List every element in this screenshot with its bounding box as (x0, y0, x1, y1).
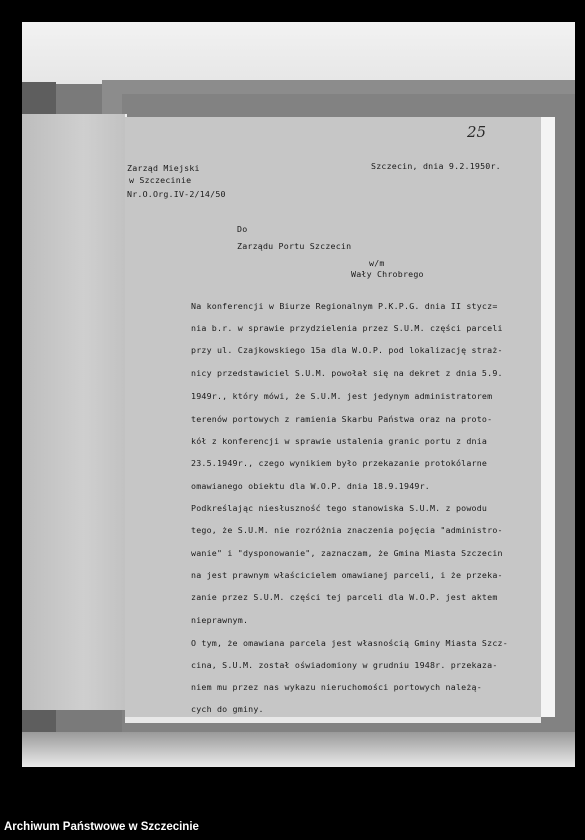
body-line: O tym, że omawiana parcela jest własnością Gminy Miasta Szcz- (191, 638, 508, 648)
body-line: 1949r., który mówi, że S.U.M. jest jedynym administratorem (191, 391, 493, 401)
body-line: cina, S.U.M. został oświadomiony w grudniu 1948r. przekaza- (191, 660, 498, 670)
body-line: omawianego obiektu dla W.O.P. dnia 18.9.1949r. (191, 481, 430, 491)
body-line: nieprawnym. (191, 615, 249, 625)
addressee-line: Wały Chrobrego (351, 269, 424, 279)
body-line: nia b.r. w sprawie przydzielenia przez S.U.M. części parceli (191, 323, 503, 333)
body-line: kół z konferencji w sprawie ustalenia granic portu z dnia (191, 436, 488, 446)
addressee-line: Zarządu Portu Szczecin (237, 241, 352, 251)
folder-cover (22, 114, 127, 710)
body-line: Podkreślając niesłuszność tego stanowiska S.U.M. z powodu (191, 503, 488, 513)
body-line: wanie" i "dysponowanie", zaznaczam, że Gmina Miasta Szczecin (191, 548, 503, 558)
body-line: na jest prawnym właścicielem omawianej parceli, i że przeka- (191, 570, 503, 580)
sender-line: Zarząd Miejski (127, 163, 200, 173)
archive-footer (0, 805, 585, 840)
reference-number: Nr.O.Org.IV-2/14/50 (127, 189, 226, 199)
document-sheet (125, 117, 541, 717)
archive-name: Archiwum Państwowe w Szczecinie (4, 821, 199, 833)
scan-area (22, 22, 575, 767)
place-date: Szczecin, dnia 9.2.1950r. (371, 161, 501, 171)
sender-line: w Szczecinie (129, 175, 192, 185)
addressee-line: w/m (369, 258, 385, 268)
body-line: nicy przedstawiciel S.U.M. powołał się na dekret z dnia 5.9. (191, 368, 503, 378)
scan-bottom-margin (22, 732, 575, 767)
body-line: zanie przez S.U.M. części tej parceli dla W.O.P. jest aktem (191, 592, 498, 602)
body-line: tego, że S.U.M. nie rozróżnia znaczenia pojęcia "administro- (191, 525, 503, 535)
scan-top-margin (22, 22, 575, 84)
body-line: 23.5.1949r., czego wynikiem było przekazanie protokólarne (191, 458, 488, 468)
body-line: niem mu przez nas wykazu nieruchomości portowych należą- (191, 682, 482, 692)
body-line: Na konferencji w Biurze Regionalnym P.K.P.G. dnia II stycz= (191, 301, 498, 311)
body-line: przy ul. Czajkowskiego 15a dla W.O.P. pod lokalizację straż- (191, 345, 503, 355)
addressee-line: Do (237, 224, 248, 234)
body-line: terenów portowych z ramienia Skarbu Państwa oraz na proto- (191, 414, 493, 424)
body-line: cych do gminy. (191, 704, 264, 714)
page-number: 25 (467, 123, 487, 141)
